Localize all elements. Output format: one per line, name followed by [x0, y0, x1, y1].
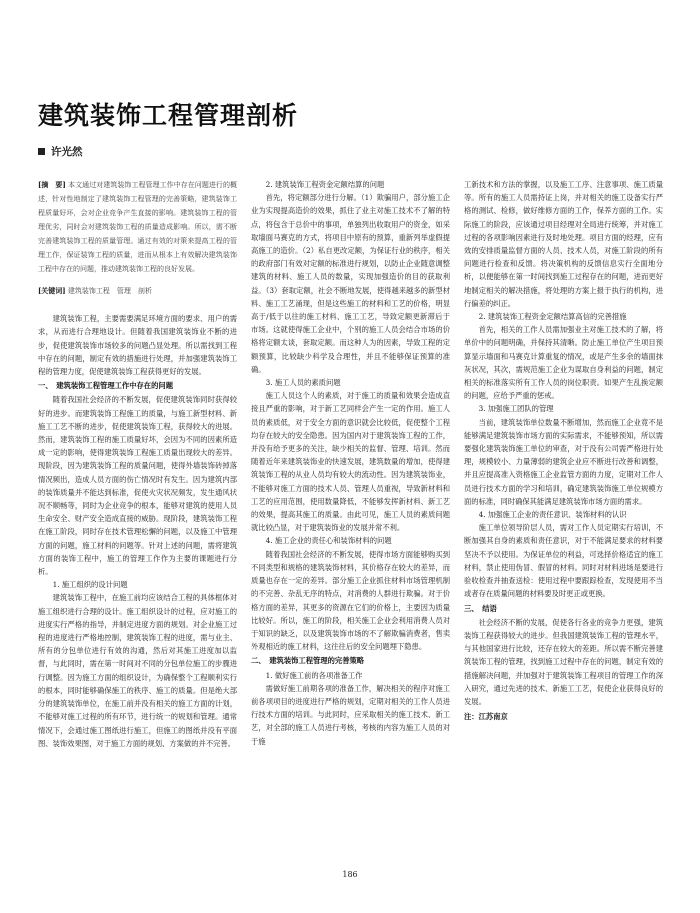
- subsection-heading: 3. 加强施工团队的管理: [478, 404, 554, 414]
- abstract-text: 本文通过对建筑装饰工程管理工作中存在问题进行的概述，针对性地制定了建筑装饰工程管理的完善策略，建筑装饰工程质量好坏，会对企业竞争产生直接的影响。建筑装饰工程的管理优劣，同时会对建筑装饰工程的质量造成影响。所以，需不断完善建筑装饰工程的质量管理。通过有效的对策来提高工程的管理工作，保证装饰工程的质量，进而从根本上有效解决建筑装饰工程中存在的问题，推动建筑装饰工程的良好发展。: [38, 181, 238, 273]
- paragraph: 工新技术和方法的掌握，以及施工工序、注意事项、施工质量等。所有的施工人员需持证上岗，并对相关的施工设备实行严格的测试、检修，做好维修方面的工作，保养方面的工作。实际施工的阶段，应该通过项目经理对全局进行统筹，并对施工过程的各项影响因素进行及时地处理。项目方面的经理，应有效的安排质量监督方面的人员、技术人员，对施工阶段的所有问题进行检查和反馈。将决策机构的反馈信息实行全面地分析，以便能够在第一时间找到施工过程存在的问题，进而更好地制定相关的解决措施，将处理的方案上报于执行的机构，进行偏差的纠正。: [464, 180, 663, 308]
- subsection-heading: 2. 建筑装饰工程资金定额结算高信的完善措施: [478, 312, 627, 322]
- subsection-heading: 1. 做好施工前的各项准备工作: [265, 670, 363, 680]
- column-2: [251, 178, 450, 748]
- column-1: [38, 178, 237, 750]
- paragraph: 当前，建筑装饰单位数量不断增加，然而施工企业竟不是能够满足建筑装饰市场方面的实际需求，不能够预知，所以需要强化建筑装饰施工单位的审查，对于没有公司需严格进行处理，规模较小、力量薄弱的建筑企业应不断进行改善和调整，并且应提高准入资格施工企业监管方面的力度，定期对工作人员进行技术方面的学习和培训，确定建筑装饰施工单位规模方面的标准，同时确保其能满足建筑装饰市场方面的需求。: [464, 417, 663, 506]
- paragraph: 建筑装饰工程中，在施工前均应该结合工程的具体框体对施工组织进行合理的设计。施工组织设计的过程，应对施工的进度实行严格的指导，并制定进度方面的规划。对企业施工过程的进度进行严格地控制，建筑装饰工程的进度，需与业主、所有的分包单位进行有效的沟通，然后对其施工进度加以监督，与此同时，需在第一时间对不同的分包单位施工的步骤进行调整。因为施工方面的组织设计，为确保整个工程顺利实行的根本，同时能够确保施工的秩序、施工的质量。但是绝大部分的建筑装饰单位，在施工前并没有相关的施工方面的计划，不能够对施工过程的所有环节，进行统一的规划和管理。通常情况下，会通过施工图纸进行施工，但施工的图纸并没有平面图、装饰效果图，对于施工方面的规划、方案做的并不完善。: [38, 593, 237, 748]
- author-location: 注：江苏南京: [464, 712, 508, 722]
- paragraph: 施工人员这个人的素质，对于施工的质量和效果会造成直接且严重的影响，对于新工艺同样会产生一定的作用。施工人员的素质低，对于安全方面的意识就会比较低，促使整个工程均存在较大的安全隐患。因为国内对于建筑装饰工程的工作，并没有给予更多的关注，缺少相关的监督、管理、培训。然而随着近年来建筑装饰业的快速发展，建筑数量的增加，使得建筑装饰工程的从业人员均有较大的流动性。因为建筑装饰业，不能够对施工方面的技术人员、管理人员重视，导致新材料和工艺的应用范围，使用数量降低，不能够发挥新材料、新工艺的效果，提高其施工的质量。由此可见，施工人员的素质问题就比较凸显，对于建筑装饰业的发展并常不利。: [251, 391, 450, 533]
- paragraph: 随着我国社会经济的不断发展，促使建筑装饰同时获得较好的进步。而建筑装饰工程施工的质量，与施工新型材料、新施工工艺不断的进步，促使建筑装饰工程，获得较大的进展。然而，建筑装饰工程的施工质量好坏，会因为不同的因素所造成一定的影响，使得建筑装饰工程施工质量出现较大的差异。现阶段，因为建筑装饰工程的质量问题，使得外墙装饰砖掉落情况频出，造成人员方面的伤亡情况时有发生。因为建筑内部的装饰质量并不能达到标准，促使火灾状况频发，发生通风状况不顺畅等，同时为企业竞争的根本，能够对建筑的使用人员生命安全、财产安全造成直接的威胁。现阶段，建筑装饰工程在施工阶段，同时存在技术管理松懈的问题，以及施工中管理方面的问题，施工材料的问题等。针对上述的问题，需将建筑方面的装饰工程中，施工的管理工作作为主要的课题进行分析。: [38, 395, 237, 577]
- subsection-heading: 3. 施工人员的素质问题: [265, 378, 341, 388]
- subsection-heading: 4. 加强施工企业的责任意识、装饰材料的认识: [478, 510, 627, 520]
- square-bullet-icon: [38, 148, 45, 155]
- section-heading: 二、 建筑装饰工程管理的完善策略: [251, 656, 365, 666]
- column-3: [464, 178, 663, 723]
- abstract-label: [摘 要]: [38, 180, 66, 189]
- subsection-heading: 4. 施工企业的责任心和装饰材料的问题: [265, 536, 392, 546]
- subsection-heading: 2. 建筑装饰工程资金定额结算的问题: [265, 180, 385, 189]
- article-title: 建筑装饰工程管理剖析: [38, 101, 299, 130]
- paragraph: 随着我国社会经济的不断发展，使得市场方面能够购买到不同类型和规格的建筑装饰材料，其价格存在较大的差异，而质量也存在一定的差异。部分施工企业抓住材料市场管理机制的不完善、杂乱无序的特点，对消费的人群进行欺骗。对于价格方面的差异，其更多的资源在它们的价格上，主要因为质量比较好。所以，施工的阶段，相关施工企业会利用消费人员对于知识的缺乏，以及建筑装饰市场的不了解欺骗消费者，售卖外观相近的施工材料，这往往后的安全问题埋下隐患。: [251, 549, 450, 652]
- paragraph: 需做好施工前期各项的准备工作，解决相关的程序对施工前各项项目的进度进行严格的规划，定期对相关的工作人员进行技术方面的培训。与此同时，应采取相关的施工技术、新工艺，对全部的施工人员进行考核，考核的内容为施工人员的对于施: [251, 683, 450, 746]
- author-line: [38, 144, 83, 159]
- paragraph: 施工单位领导阶层人员，需对工作人员定期实行培训，不断加强其自身的素质和责任意识，对于不能满足要求的材料要坚决不予以使用。为保证单位的利益，可选择价格适宜的施工材料，禁止使用伪冒、假冒的材料。同时对材料进场是要进行验收检查并抽查送检：使用过程中要跟踪检查，发现使用不当或者存在质量问题的材料要及时更正或更换。: [464, 523, 663, 599]
- section-heading: 三、 结语: [464, 603, 497, 613]
- keywords: [38, 284, 237, 298]
- paragraph: 社会经济不断的发展，促使各行各业的竞争力更强，建筑装饰工程获得较大的进步。但我国建筑装饰工程的管理水平，与其他国家进行比较，还存在较大的差距。所以需不断完善建筑装饰工程的管理，找到施工过程中存在的问题，制定有效的措施解决问题，并加强对于建筑装饰工程项目的管理工作的深入研究，通过先进的技术、新施工工艺，促使企业获得良好的发展。: [464, 617, 663, 706]
- paragraph: 首先，相关的工作人员需加强业主对施工技术的了解，将单价中的问题明确，并保持其清晰。防止施工单位产生项目预算显示墙面和马赛克计算重复的情况，或是产生多余的墙面抹灰状况，其次，需规范施工企业为谋取自身利益的问题，制定相关的标准落实所有工作人员的岗位职责。如果产生乱换定额的问题，应给予严重的惩戒。: [464, 325, 663, 401]
- abstract: [38, 178, 237, 276]
- section-heading: 一、 建筑装饰工程管理工作中存在的问题: [38, 381, 173, 391]
- author-name: 许光然: [51, 146, 83, 158]
- keywords-text: 建筑装饰工程 管理 剖析: [67, 287, 152, 295]
- paragraph: 建筑装饰工程，主要需要满足环境方面的要求、用户的需求，从而进行合理地设计。但随着我国建筑装饰业不断的进步，促使建筑装饰市场较多的问题凸显处理。所以需找到工程中存在的问题，制定有效的措施进行处理，并加强建筑装饰工程的管理力度，促使建筑装饰工程获得更好的发展。: [38, 314, 237, 377]
- page-number: 186: [342, 870, 358, 879]
- subsection-heading: 1. 施工组织的设计问题: [52, 580, 128, 590]
- paragraph: 首先，将定额部分进行分解。（1）欺骗用户，部分施工企业为实现提高造价的效果，抓住了业主对施工技术不了解的特点，将包含于总价中的事项，单独列出收取用户的资金，如采取墙面马赛克的方式，将项目中原有的预算，重新列举虚假提高施工的造价。（2）私自更改定额，为保证行业的秩序，相关的政府部门有效对定额的标准进行规划，以防止企业随意调整建筑的材料、施工人员的数量，实现加强造价的目的获取利益。（3）套取定额，社会不断地发展，使得越来越多的新型材料、施工工艺涌现，但是这些施工的材料和工艺的价格，明显高于/低于以往的施工材料、施工工艺，导致定额更新滞后于市场。这就使得施工企业中，个别的施工人员会结合市场的价格将定额太谈，套取定额。而这种人为的因素，导致工程的定额预算，比较缺少科学及合理性，并且不能够保证预算的准确。: [251, 193, 450, 374]
- keywords-label: [关键词]: [38, 286, 66, 295]
